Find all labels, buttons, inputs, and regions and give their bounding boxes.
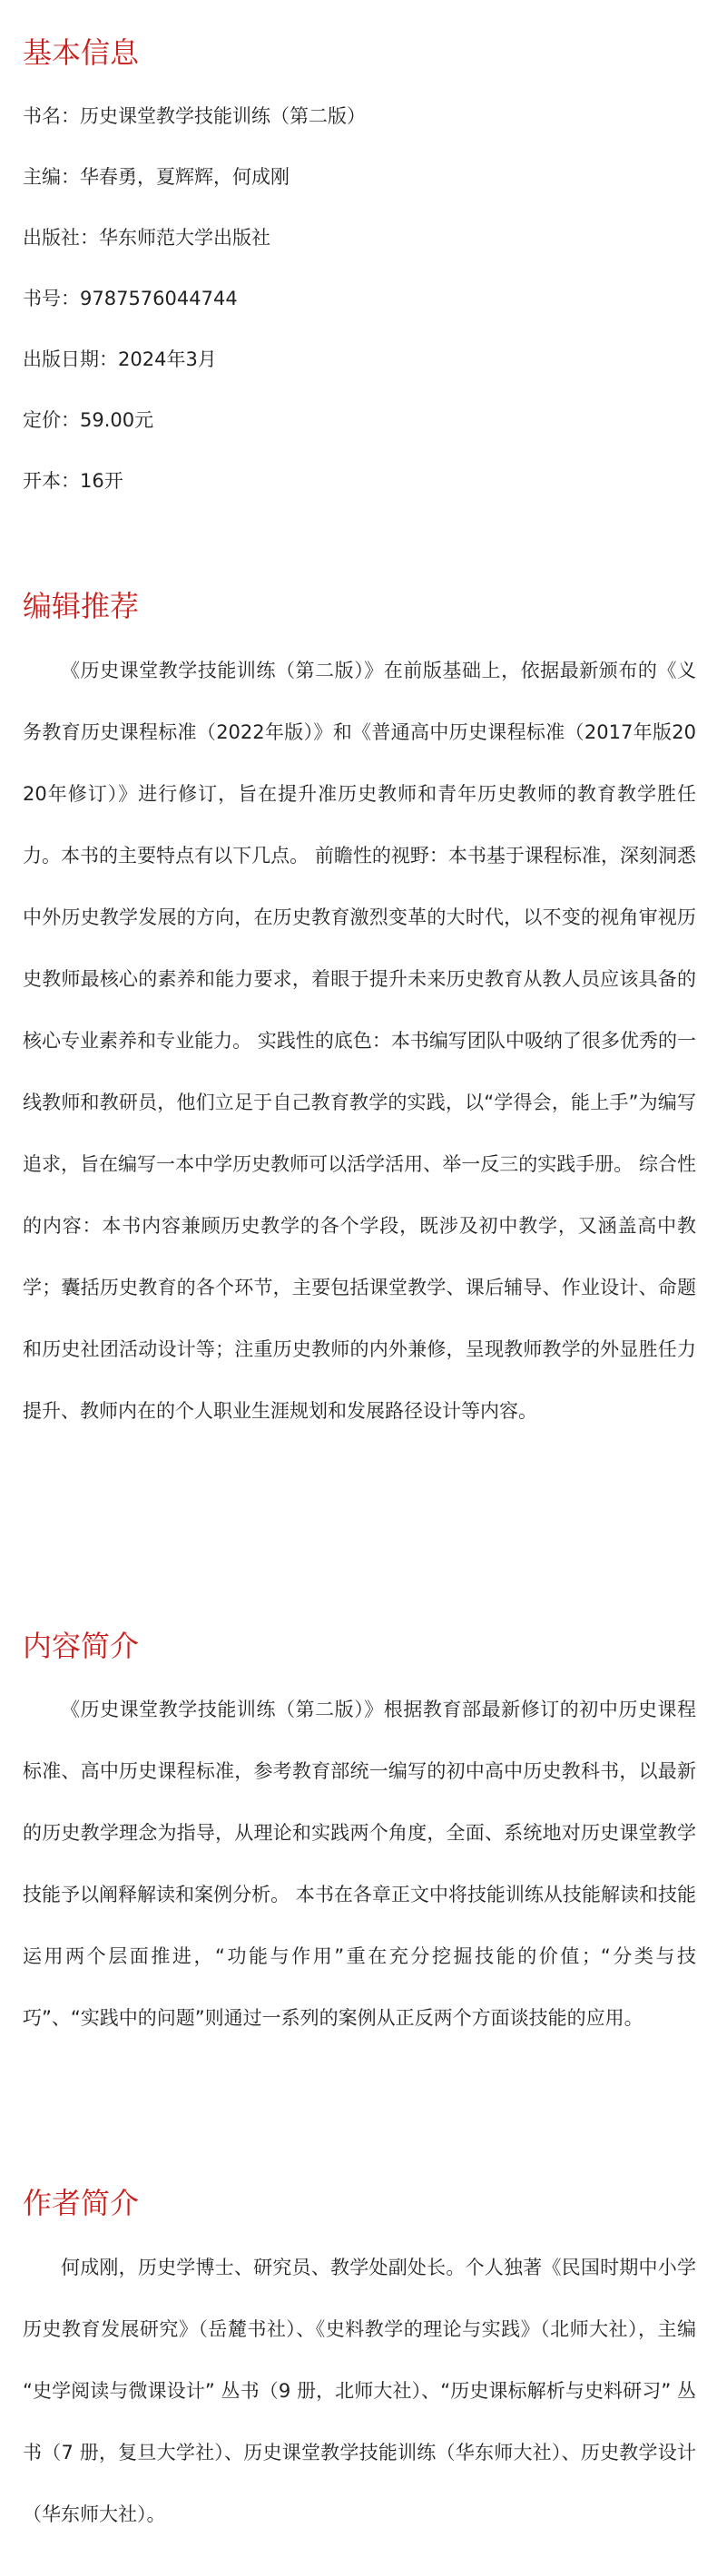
author-intro-heading: 作者简介: [23, 2186, 140, 2220]
basic-info-heading: 基本信息: [23, 35, 140, 70]
editor-recommend-heading: 编辑推荐: [23, 589, 140, 623]
info-publisher: 出版社：华东师范大学出版社: [23, 227, 270, 249]
content-summary-text: 《历史课堂教学技能训练（第二版）》根据教育部最新修订的初中历史课程标准、高中历史课程标准，参考教育部统一编写的初中高中历史教科书，以最新的历史教学理念为指导，从理论和实践两个角度，全面、系统地对历史课堂教学技能予以阐释解读和案例分析。 本书在各章正文中将技能训练从技能解读和技能运用两个层面推进，“功能与作用”重在充分挖掘技能的价值；“分类与技巧”、“实践中的问题”则通过一系列的案例从正反两个方面谈技能的应用。: [23, 1699, 696, 2029]
info-book-title: 书名：历史课堂教学技能训练（第二版）: [23, 105, 366, 127]
author-intro-text: 何成刚，历史学博士、研究员、教学处副处长。个人独著《民国时期中小学历史教育发展研究》（岳麓书社）、《史料教学的理论与实践》（北师大社），主编 “史学阅读与微课设计” 丛书（9 册，北师大社）、“历史课标解析与史料研习” 丛书（7 册，复旦大学社）、历史课堂教学技能训练（华东师大社）、历史教学设计（华东师大社）。: [23, 2257, 696, 2525]
info-format: 开本：16开: [23, 470, 123, 492]
info-isbn: 书号：9787576044744: [23, 288, 238, 309]
content-summary-heading: 内容简介: [23, 1629, 140, 1663]
editor-recommend-text: 《历史课堂教学技能训练（第二版）》在前版基础上，依据最新颁布的《义务教育历史课程标准（2022年版）》和《普通高中历史课程标准（2017年版2020年修订）》进行修订，旨在提升准历史教师和青年历史教师的教育教学胜任力。本书的主要特点有以下几点。 前瞻性的视野：本书基于课程标准，深刻洞悉中外历史教学发展的方向，在历史教育激烈变革的大时代，以不变的视角审视历史教师最核心的素养和能力要求，着眼于提升未来历史教育从教人员应该具备的核心专业素养和专业能力。 实践性的底色：本书编写团队中吸纳了很多优秀的一线教师和教研员，他们立足于自己教育教学的实践，以“学得会，能上手”为编写追求，旨在编写一本中学历史教师可以活学活用、举一反三的实践手册。 综合性的内容：本书内容兼顾历史教学的各个学段，既涉及初中教学，又涵盖高中教学；囊括历史教育的各个环节，主要包括课堂教学、课后辅导、作业设计、命题和历史社团活动设计等；注重历史教师的内外兼修，呈现教师教学的外显胜任力提升、教师内在的个人职业生涯规划和发展路径设计等内容。: [23, 660, 696, 1422]
info-price: 定价：59.00元: [23, 409, 154, 431]
info-pub-date: 出版日期：2024年3月: [23, 348, 217, 370]
info-editors: 主编：华春勇，夏辉辉，何成刚: [23, 166, 290, 188]
